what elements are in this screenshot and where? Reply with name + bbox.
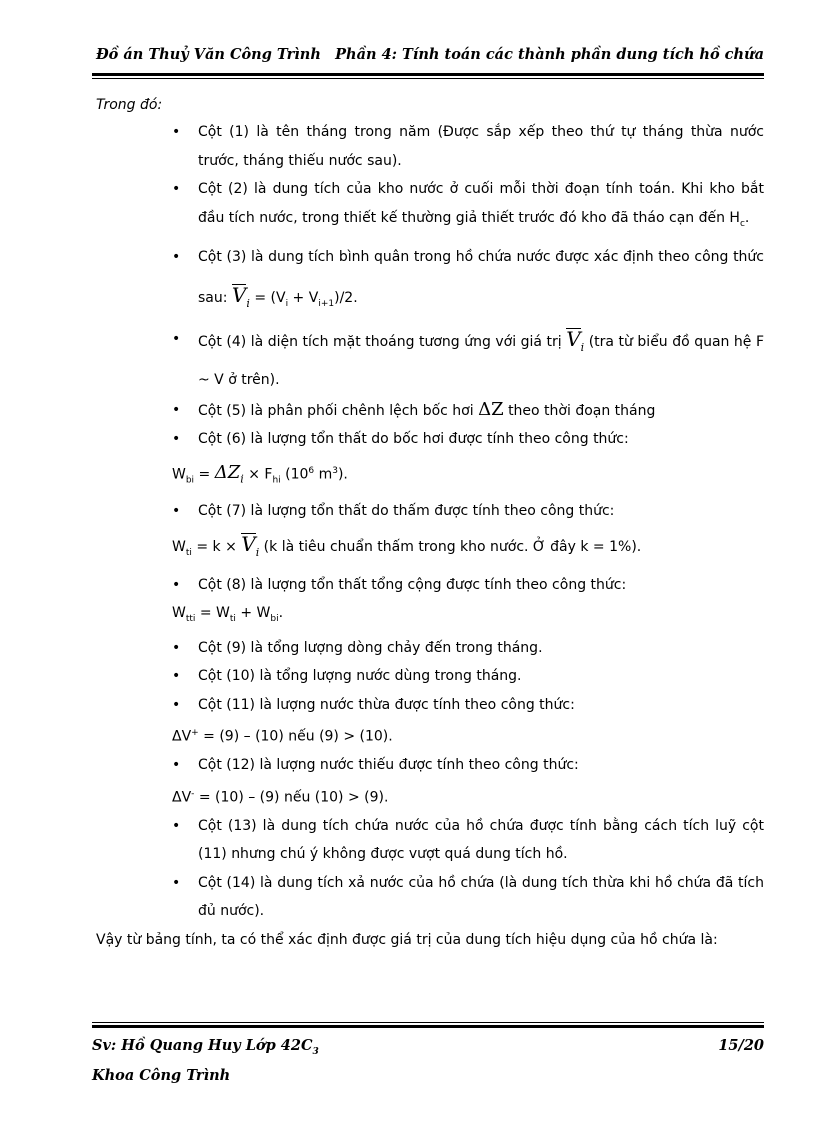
lead-text: Trong đó: xyxy=(96,97,163,113)
list-item-col3 xyxy=(96,238,764,323)
formula-text: ΔV xyxy=(172,789,192,806)
page-footer xyxy=(92,1034,764,1088)
item-text: Cột (6) là lượng tổn thất do bốc hơi được tính theo công thức: xyxy=(198,431,629,448)
column-list xyxy=(96,634,764,720)
formula-dv-minus xyxy=(96,780,764,812)
list-item-col1 xyxy=(96,118,764,175)
superscript: + xyxy=(191,728,199,739)
list-item-col6 xyxy=(96,425,764,454)
item-text: theo thời đoạn tháng xyxy=(508,402,656,419)
item-text: Cột (4) là diện tích mặt thoáng tương ứng với giá trị xyxy=(198,333,562,350)
subscript: 3 xyxy=(312,1046,319,1057)
footer-rule-thick xyxy=(92,1025,764,1028)
superscript: - xyxy=(191,788,195,799)
item-text: Cột (11) là lượng nước thừa được tính theo công thức: xyxy=(198,696,575,713)
header-rule-thin xyxy=(92,78,764,79)
formula-text: W xyxy=(172,538,186,555)
page-header xyxy=(96,46,764,66)
item-text: Cột (13) là dung tích chứa nước của hồ chứa được tính bằng cách tích luỹ cột (11) nhưng chú ý không được vượt quá dung tích hồ. xyxy=(198,817,764,863)
subscript: ti xyxy=(185,547,192,558)
symbol: V xyxy=(231,282,247,307)
formula-text: = (10) – (9) nếu (10) > (9). xyxy=(194,789,389,806)
list-item-col13 xyxy=(96,812,764,869)
formula-wbi xyxy=(96,454,764,497)
list-item-col5 xyxy=(96,396,764,426)
header-section: Phần 4: Tính toán các thành phần dung tích hồ chứa xyxy=(335,46,764,63)
item-text: (tra từ biểu đồ quan hệ F ~ V ở trên). xyxy=(198,333,764,388)
subscript: tti xyxy=(185,614,196,625)
subscript: bi xyxy=(185,475,195,486)
footer-faculty: Khoa Công Trình xyxy=(92,1066,231,1084)
formula-text: W xyxy=(172,605,186,622)
item-text: Cột (3) là dung tích bình quân trong hồ chứa nước được xác định theo công thức sau: xyxy=(198,248,764,306)
formula-dv-plus xyxy=(96,719,764,751)
item-text: Cột (1) là tên tháng trong năm (Được sắp xếp theo thứ tự tháng thừa nước trước, tháng thiếu nước sau). xyxy=(198,124,764,169)
superscript: 3 xyxy=(332,465,338,476)
list-item-col8 xyxy=(96,571,764,600)
subscript: ti xyxy=(229,614,236,625)
item-text: = (V xyxy=(254,289,286,306)
column-list xyxy=(96,497,764,526)
formula-text: (k là tiêu chuẩn thấm trong kho nước. Ở đây k = 1%). xyxy=(259,538,642,555)
item-text: + V xyxy=(288,289,319,306)
formula-wti xyxy=(96,526,764,571)
formula-text: ΔV xyxy=(172,728,192,745)
symbol: ΔZ xyxy=(214,462,241,484)
list-item-col9 xyxy=(96,634,764,663)
formula-text: + W xyxy=(235,605,271,622)
subscript: i xyxy=(246,296,250,310)
item-text: Cột (12) là lượng nước thiếu được tính theo công thức: xyxy=(198,757,579,774)
delta-z-symbol: ΔZ xyxy=(478,398,504,420)
author-text: Sv: Hồ Quang Huy Lớp 42C xyxy=(92,1037,313,1054)
formula-text: = xyxy=(194,466,215,483)
formula-text: m xyxy=(314,466,333,483)
list-item-col12 xyxy=(96,751,764,780)
conclusion-text: Vậy từ bảng tính, ta có thể xác định được giá trị của dung tích hiệu dụng của hồ chứa là: xyxy=(96,931,718,948)
v-bar-symbol xyxy=(231,282,250,310)
page-number: 15/20 xyxy=(718,1037,764,1054)
item-text: Cột (14) là dung tích xả nước của hồ chứa (là dung tích thừa khi hồ chứa đã tích đủ nước). xyxy=(198,874,764,920)
item-text: )/2. xyxy=(334,289,358,306)
formula-text: ). xyxy=(337,466,348,483)
subscript: bi xyxy=(270,614,279,625)
formula-text: (10 xyxy=(280,466,309,483)
item-text: Cột (5) là phân phối chênh lệch bốc hơi xyxy=(198,402,474,419)
column-list xyxy=(96,812,764,926)
footer-rule-thin xyxy=(92,1022,764,1023)
column-list xyxy=(96,571,764,600)
item-text: Cột (10) là tổng lượng nước dùng trong tháng. xyxy=(198,668,522,685)
formula-text: W xyxy=(172,466,186,483)
formula-text: . xyxy=(278,605,284,622)
column-list xyxy=(96,751,764,780)
formula-wtti xyxy=(96,599,764,633)
superscript: 6 xyxy=(308,465,315,476)
delta-z-symbol xyxy=(214,462,244,487)
item-text: Cột (7) là lượng tổn thất do thấm được tính theo công thức: xyxy=(198,503,615,520)
list-item-col10 xyxy=(96,662,764,691)
item-text: Cột (2) là dung tích của kho nước ở cuối mỗi thời đoạn tính toán. Khi kho bắt đầu tích nước, trong thiết kế thường giả thiết trước đó kho đã tháo cạn đến H xyxy=(198,181,764,226)
subscript: i xyxy=(240,473,244,487)
v-bar-symbol xyxy=(241,531,260,559)
formula-text: = k × xyxy=(191,538,242,555)
page-content xyxy=(96,92,764,954)
formula-text: × F xyxy=(243,466,273,483)
subscript: i xyxy=(285,298,289,309)
symbol: V xyxy=(566,326,581,351)
item-text: . xyxy=(744,209,750,226)
list-item-col7 xyxy=(96,497,764,526)
subscript: c xyxy=(739,218,745,229)
list-item-col14 xyxy=(96,869,764,926)
formula-text: = (9) – (10) nếu (9) > (10). xyxy=(198,728,393,745)
subscript: hi xyxy=(272,475,281,486)
column-list xyxy=(96,118,764,454)
header-rule-thick xyxy=(92,73,764,76)
header-title: Đồ án Thuỷ Văn Công Trình xyxy=(96,46,321,63)
list-item-col11 xyxy=(96,691,764,720)
formula-text: = W xyxy=(195,605,230,622)
v-bar-symbol xyxy=(566,326,585,354)
subscript: i+1 xyxy=(318,298,335,309)
subscript: i xyxy=(255,545,260,559)
item-text: Cột (8) là lượng tổn thất tổng cộng được tính theo công thức: xyxy=(198,576,627,593)
item-text: Cột (9) là tổng lượng dòng chảy đến trong tháng. xyxy=(198,639,543,656)
subscript: i xyxy=(580,340,585,354)
list-item-col2 xyxy=(96,175,764,238)
footer-author xyxy=(92,1034,764,1064)
list-item-col4 xyxy=(96,323,764,396)
symbol: V xyxy=(241,531,256,556)
